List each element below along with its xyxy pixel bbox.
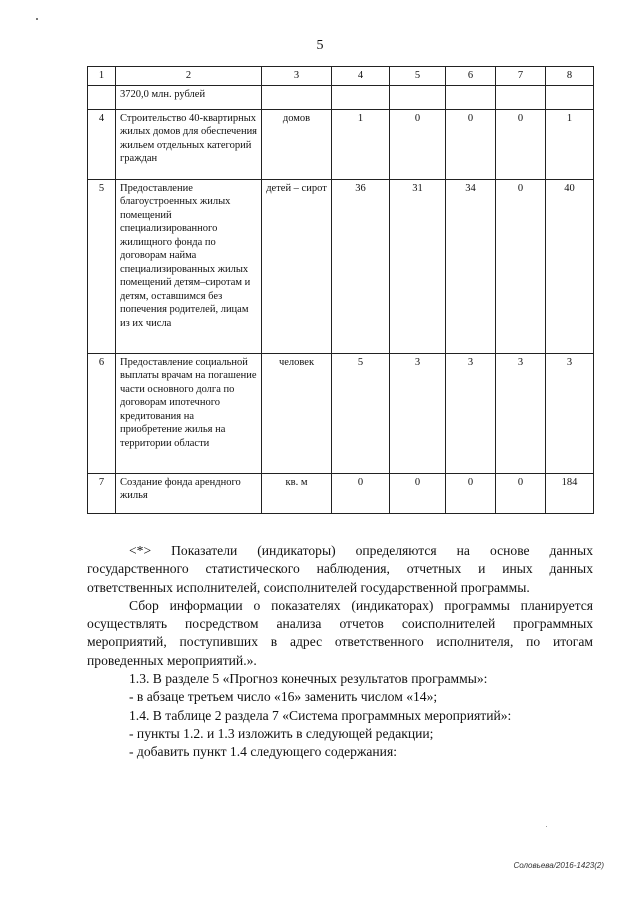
value-cell: 36 [332, 179, 390, 353]
header-cell: 7 [496, 67, 546, 86]
value-cell: 184 [546, 473, 594, 513]
amendment-1-4-heading: 1.4. В таблице 2 раздела 7 «Система программных мероприятий»: [129, 707, 512, 723]
amendment-1-3-heading: 1.3. В разделе 5 «Прогноз конечных результатов программы»: [129, 671, 488, 687]
header-cell: 1 [88, 67, 116, 86]
header-cell: 2 [116, 67, 262, 86]
row-number-cell: 4 [88, 109, 116, 179]
value-cell [496, 85, 546, 109]
value-cell [390, 85, 446, 109]
amendment-1-4-item-2: - добавить пункт 1.4 следующего содержания: [129, 744, 397, 760]
document-code: Соловьева/2016-1423(2) [513, 861, 604, 870]
value-cell: 0 [496, 179, 546, 353]
value-cell [446, 85, 496, 109]
scan-dot [546, 826, 547, 827]
value-cell: 3 [496, 353, 546, 473]
unit-cell [262, 85, 332, 109]
value-cell [546, 85, 594, 109]
continuation-cell: 3720,0 млн. рублей [116, 85, 262, 109]
info-collection-paragraph: Сбор информации о показателях (индикаторах) программы планируется осуществлять посредством анализа отчетов соисполнителей программных мероприятий, поступивших в адрес ответственного исполнителя, по итогам проведенных мероприятий.». [87, 597, 593, 668]
scan-mark [36, 18, 38, 20]
body-text [87, 542, 593, 762]
unit-cell: кв. м [262, 473, 332, 513]
value-cell: 5 [332, 353, 390, 473]
value-cell: 3 [546, 353, 594, 473]
value-cell: 3 [390, 353, 446, 473]
value-cell: 0 [332, 473, 390, 513]
row-name-cell: Создание фонда арендного жилья [116, 473, 262, 513]
table-header-row [88, 67, 594, 86]
table-row [88, 473, 594, 513]
value-cell: 0 [390, 109, 446, 179]
unit-cell: домов [262, 109, 332, 179]
row-number-cell: 5 [88, 179, 116, 353]
value-cell: 40 [546, 179, 594, 353]
value-cell: 31 [390, 179, 446, 353]
table-row [88, 353, 594, 473]
value-cell: 0 [446, 109, 496, 179]
header-cell: 3 [262, 67, 332, 86]
value-cell: 34 [446, 179, 496, 353]
row-number-cell: 7 [88, 473, 116, 513]
header-cell: 4 [332, 67, 390, 86]
unit-cell: детей – сирот [262, 179, 332, 353]
value-cell: 3 [446, 353, 496, 473]
table-row-continuation [88, 85, 594, 109]
header-cell: 6 [446, 67, 496, 86]
value-cell: 0 [390, 473, 446, 513]
value-cell: 1 [546, 109, 594, 179]
value-cell: 0 [496, 109, 546, 179]
value-cell: 0 [496, 473, 546, 513]
amendment-1-4-item-1: - пункты 1.2. и 1.3 изложить в следующей редакции; [129, 725, 434, 741]
row-number-cell [88, 85, 116, 109]
row-number-cell: 6 [88, 353, 116, 473]
header-cell: 5 [390, 67, 446, 86]
page-number: 5 [316, 38, 324, 53]
table-row [88, 179, 594, 353]
table-row [88, 109, 594, 179]
row-name-cell: Предоставление благоустроенных жилых помещений специализированного жилищного фонда по договорам найма специализированных жилых помещений детям–сиротам и детям, оставшимся без попечения родителей, лицам из их числа [116, 179, 262, 353]
value-cell: 0 [446, 473, 496, 513]
value-cell: 1 [332, 109, 390, 179]
header-cell: 8 [546, 67, 594, 86]
row-name-cell: Предоставление социальной выплаты врачам на погашение части основного долга по договорам ипотечного кредитования на приобретение жилья на территории области [116, 353, 262, 473]
indicators-table [87, 66, 594, 514]
unit-cell: человек [262, 353, 332, 473]
footnote-paragraph: <*> Показатели (индикаторы) определяются на основе данных государственного статистического наблюдения, отчетных и иных данных ответственных исполнителей, соисполнителей государственной программы. [87, 543, 593, 595]
amendment-1-3-item: - в абзаце третьем число «16» заменить числом «14»; [129, 689, 438, 705]
value-cell [332, 85, 390, 109]
row-name-cell: Строительство 40-квартирных жилых домов для обеспечения жильем отдельных категорий граждан [116, 109, 262, 179]
